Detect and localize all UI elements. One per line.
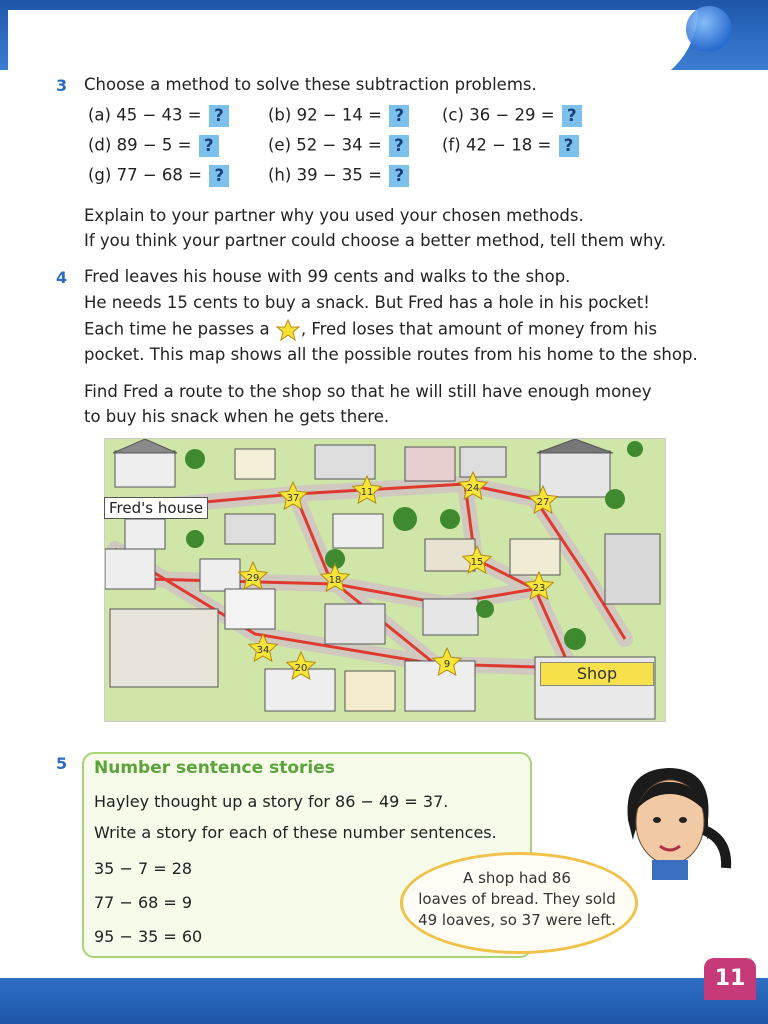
problem-f: (f) 42 − 18 = ? [442,135,579,157]
bubble-decoration [686,6,732,52]
number-sentence-3: 95 − 35 = 60 [94,927,203,946]
question-4-find-1: Find Fred a route to the shop so that he will still have enough money [84,382,652,401]
question-3-prompt: Choose a method to solve these subtraction problems. [84,75,537,94]
explain-line-1: Explain to your partner why you used your chosen methods. [84,206,584,225]
answer-box[interactable]: ? [389,105,409,127]
question-4-line-2: He needs 15 cents to buy a snack. But Fred has a hole in his pocket! [84,293,650,312]
problem-e: (e) 52 − 34 = ? [268,135,409,157]
number-sentence-2: 77 − 68 = 9 [94,893,193,912]
money-star-value: 18 [328,575,342,586]
answer-box[interactable]: ? [209,105,229,127]
question-5-number: 5 [56,754,68,773]
speech-bubble-text: A shop had 86 loaves of bread. They sold 49 loaves, so 37 were left. [418,869,616,929]
girl-illustration [608,760,738,880]
question-5-task: Write a story for each of these number sentences. [94,823,497,842]
answer-box[interactable]: ? [562,105,582,127]
question-5-title: Number sentence stories [94,758,335,778]
problem-h: (h) 39 − 35 = ? [268,165,409,187]
money-star-value: 20 [294,663,308,674]
question-4-number: 4 [56,268,68,287]
answer-box[interactable]: ? [389,135,409,157]
number-sentence-1: 35 − 7 = 28 [94,859,193,878]
question-5-intro: Hayley thought up a story for 86 − 49 = 37. [94,792,449,811]
star-icon [275,319,301,341]
answer-box[interactable]: ? [389,165,409,187]
fred-house-label: Fred's house [104,497,208,519]
problem-b: (b) 92 − 14 = ? [268,105,409,127]
answer-box[interactable]: ? [559,135,579,157]
page-number: 11 [704,958,756,1000]
problem-c: (c) 36 − 29 = ? [442,105,582,127]
question-3-number: 3 [56,76,68,95]
question-4-line-4: pocket. This map shows all the possible routes from his home to the shop. [84,345,698,364]
bottom-banner [0,978,768,1024]
money-star-value: 24 [466,483,480,494]
problem-g: (g) 77 − 68 = ? [88,165,229,187]
problem-d: (d) 89 − 5 = ? [88,135,219,157]
money-star-value: 11 [360,487,374,498]
question-4-line-3: Each time he passes a , Fred loses that amount of money from his [84,319,657,341]
money-star-value: 15 [470,557,484,568]
money-star-value: 27 [536,497,550,508]
question-4-find-2: to buy his snack when he gets there. [84,407,390,426]
problem-a: (a) 45 − 43 = ? [88,105,229,127]
question-4-line-1: Fred leaves his house with 99 cents and walks to the shop. [84,267,571,286]
answer-box[interactable]: ? [209,165,229,187]
money-star-value: 34 [256,645,270,656]
money-star-value: 37 [286,493,300,504]
money-star-value: 29 [246,573,260,584]
shop-label: Shop [540,662,654,686]
money-star-value: 9 [443,659,451,670]
money-star-value: 23 [532,583,546,594]
answer-box[interactable]: ? [199,135,219,157]
explain-line-2: If you think your partner could choose a better method, tell them why. [84,231,667,250]
